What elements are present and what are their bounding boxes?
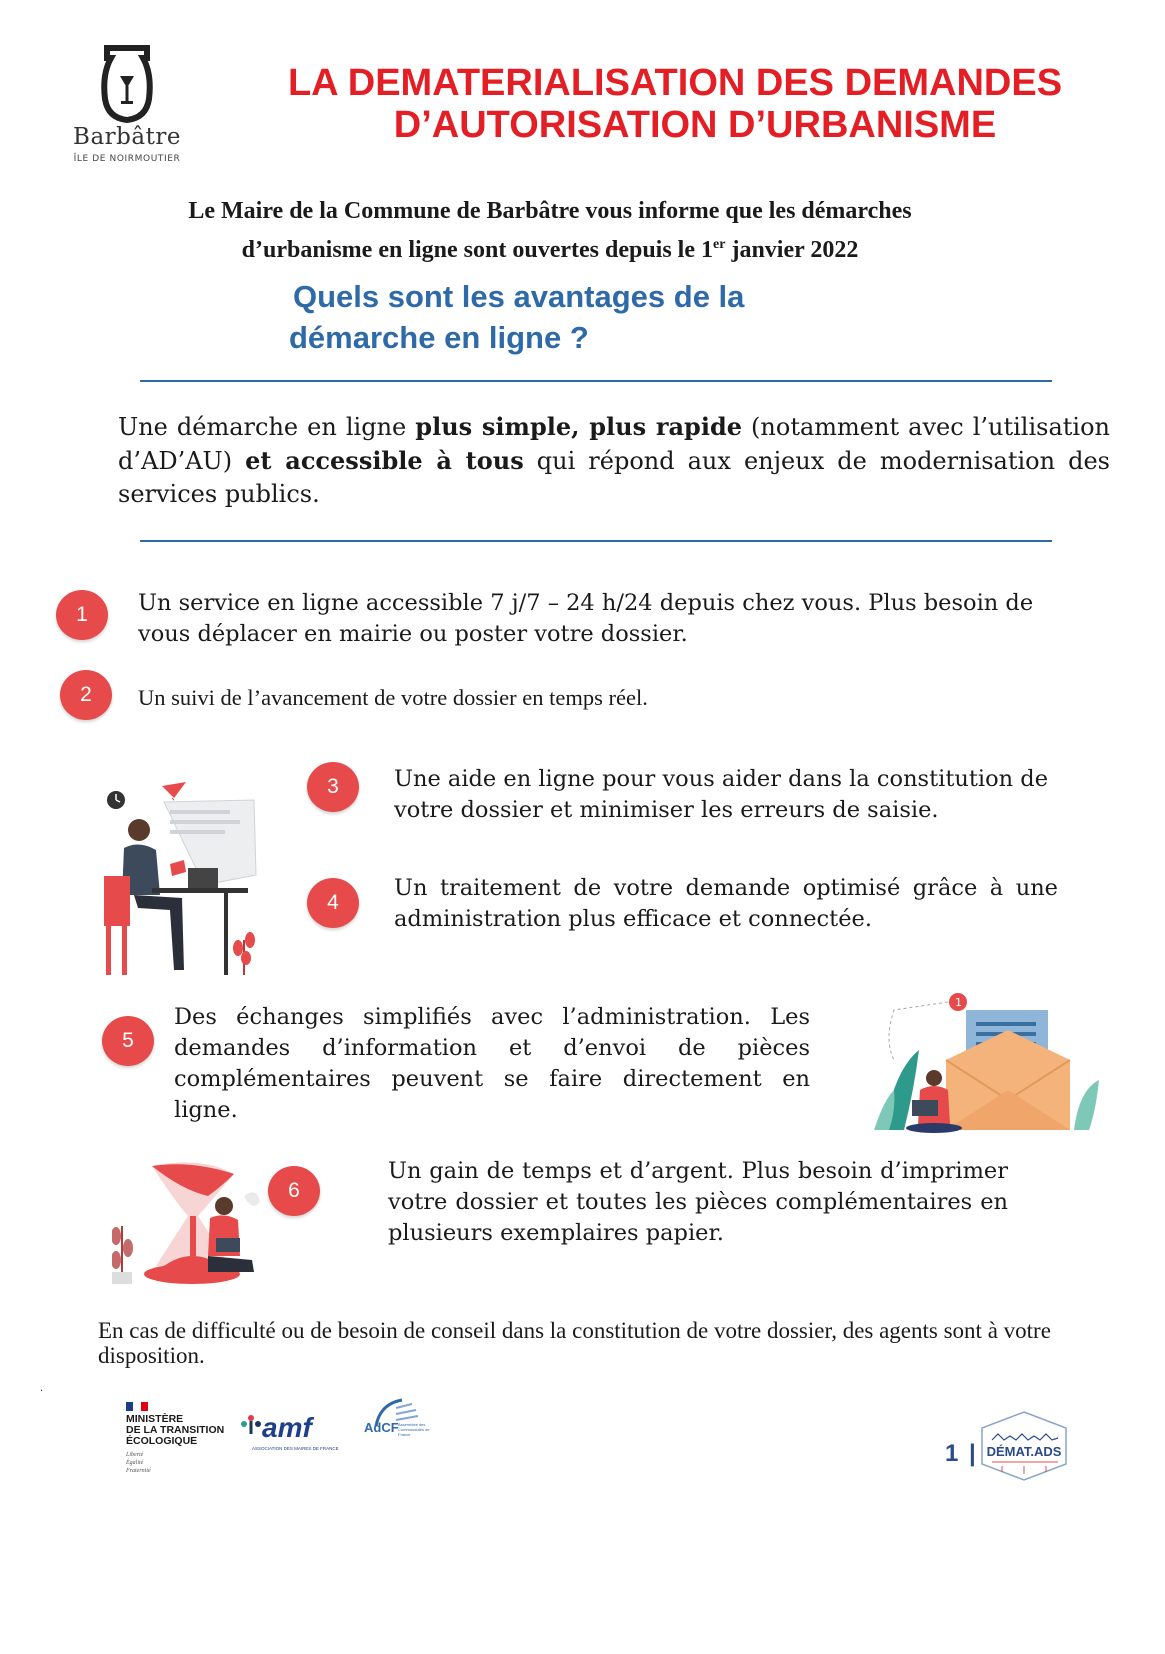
title-line-1: LA DEMATERIALISATION DES DEMANDES bbox=[287, 62, 1063, 104]
summary-bold-2: et accessible à tous bbox=[245, 446, 524, 475]
demat-wordmark: DÉMAT.ADS bbox=[986, 1444, 1062, 1459]
advantage-item-2: Un suivi de l’avancement de votre dossier en temps réel. bbox=[138, 685, 648, 710]
intro-superscript: er bbox=[713, 237, 726, 252]
stray-dot: . bbox=[40, 1383, 44, 1394]
summary-text-3: qui répond aux enjeux de modernisation des services publics. bbox=[118, 447, 1111, 508]
badge-2: 2 bbox=[60, 670, 112, 720]
summary-paragraph bbox=[118, 410, 1110, 511]
ministry-line-3: ÉCOLOGIQUE bbox=[126, 1435, 198, 1447]
motto-2: Égalité bbox=[126, 1460, 144, 1466]
motto-1: Liberté bbox=[126, 1452, 144, 1458]
envelope-illustration bbox=[874, 990, 1106, 1140]
badge-1: 1 bbox=[56, 590, 108, 640]
advantages-question bbox=[289, 276, 993, 358]
page-separator: | bbox=[969, 1440, 976, 1467]
summary-bold-1: plus simple, plus rapide bbox=[415, 412, 743, 441]
intro-line-2 bbox=[100, 228, 1000, 267]
hourglass-illustration bbox=[112, 1156, 262, 1286]
advantage-item-3: Une aide en ligne pour vous aider dans la constitution de votre dossier et minimiser les erreurs de saisie. bbox=[394, 766, 1049, 823]
advantage-item-6: Un gain de temps et d’argent. Plus besoin d’imprimer votre dossier et toutes les pièces complémentaires en plusieurs exemplaires papier. bbox=[388, 1158, 1008, 1246]
badge-3: 3 bbox=[307, 762, 359, 812]
advantage-item-4: Un traitement de votre demande optimisé grâce à une administration plus efficace et connectée. bbox=[394, 875, 1058, 932]
intro-line-2b: janvier 2022 bbox=[725, 237, 859, 263]
question-line-2: démarche en ligne ? bbox=[289, 320, 589, 355]
badge-6: 6 bbox=[268, 1166, 320, 1216]
question-line-1: Quels sont les avantages de la bbox=[293, 279, 745, 314]
ministry-line-1: MINISTÈRE bbox=[126, 1413, 184, 1425]
person-at-desk-illustration bbox=[104, 780, 264, 975]
ministry-logo bbox=[126, 1402, 236, 1482]
divider-bottom bbox=[140, 540, 1052, 542]
ministry-line-2: DE LA TRANSITION bbox=[126, 1424, 225, 1436]
logo-subtitle: ÎLE DE NOIRMOUTIER bbox=[73, 154, 181, 164]
adcf-wordmark: AdCF bbox=[364, 1420, 399, 1435]
amf-wordmark: amf bbox=[262, 1412, 312, 1443]
notification-count-icon: 1 bbox=[955, 996, 962, 1009]
intro-line-2a: d’urbanisme en ligne sont ouvertes depuis le 1 bbox=[241, 237, 714, 263]
divider-top bbox=[140, 380, 1052, 382]
intro-text bbox=[100, 195, 1000, 267]
assistance-note: En cas de difficulté ou de besoin de conseil dans la constitution de votre dossier, des agents sont à votre disposition. bbox=[98, 1318, 1051, 1368]
page-number bbox=[945, 1440, 976, 1468]
amf-subtitle: ASSOCIATION DES MAIRES DE FRANCE bbox=[252, 1446, 339, 1451]
barbatre-logo bbox=[62, 44, 192, 169]
barbatre-emblem-icon bbox=[62, 44, 192, 124]
amf-star-icon bbox=[240, 1414, 262, 1436]
demat-ads-logo bbox=[978, 1410, 1070, 1482]
summary-text-1: Une démarche en ligne bbox=[118, 413, 416, 441]
badge-5: 5 bbox=[102, 1016, 154, 1066]
badge-4: 4 bbox=[307, 878, 359, 928]
page-title bbox=[225, 62, 1125, 146]
amf-logo bbox=[240, 1412, 340, 1456]
adcf-subtitle: Assemblée des Communautés de France bbox=[398, 1422, 430, 1437]
summary-text-2: (notamment avec l’utilisation d’AD’AU) bbox=[118, 413, 1110, 475]
adcf-logo bbox=[364, 1398, 434, 1454]
motto-3: Fraternité bbox=[126, 1468, 151, 1474]
advantage-item-5: Des échanges simplifiés avec l’administration. Les demandes d’information et d’envoi de pièces complémentaires peuvent se faire directement en ligne. bbox=[174, 1004, 810, 1123]
french-flag-icon bbox=[126, 1402, 148, 1411]
advantage-item-1: Un service en ligne accessible 7 j/7 – 24 h/24 depuis chez vous. Plus besoin de vous déplacer en mairie ou poster votre dossier. bbox=[138, 590, 1034, 647]
title-line-2: D’AUTORISATION D’URBANISME bbox=[393, 104, 997, 146]
logo-name: Barbâtre bbox=[73, 124, 181, 150]
intro-line-1: Le Maire de la Commune de Barbâtre vous informe que les démarches bbox=[188, 198, 912, 224]
page-number-value: 1 bbox=[945, 1440, 959, 1467]
